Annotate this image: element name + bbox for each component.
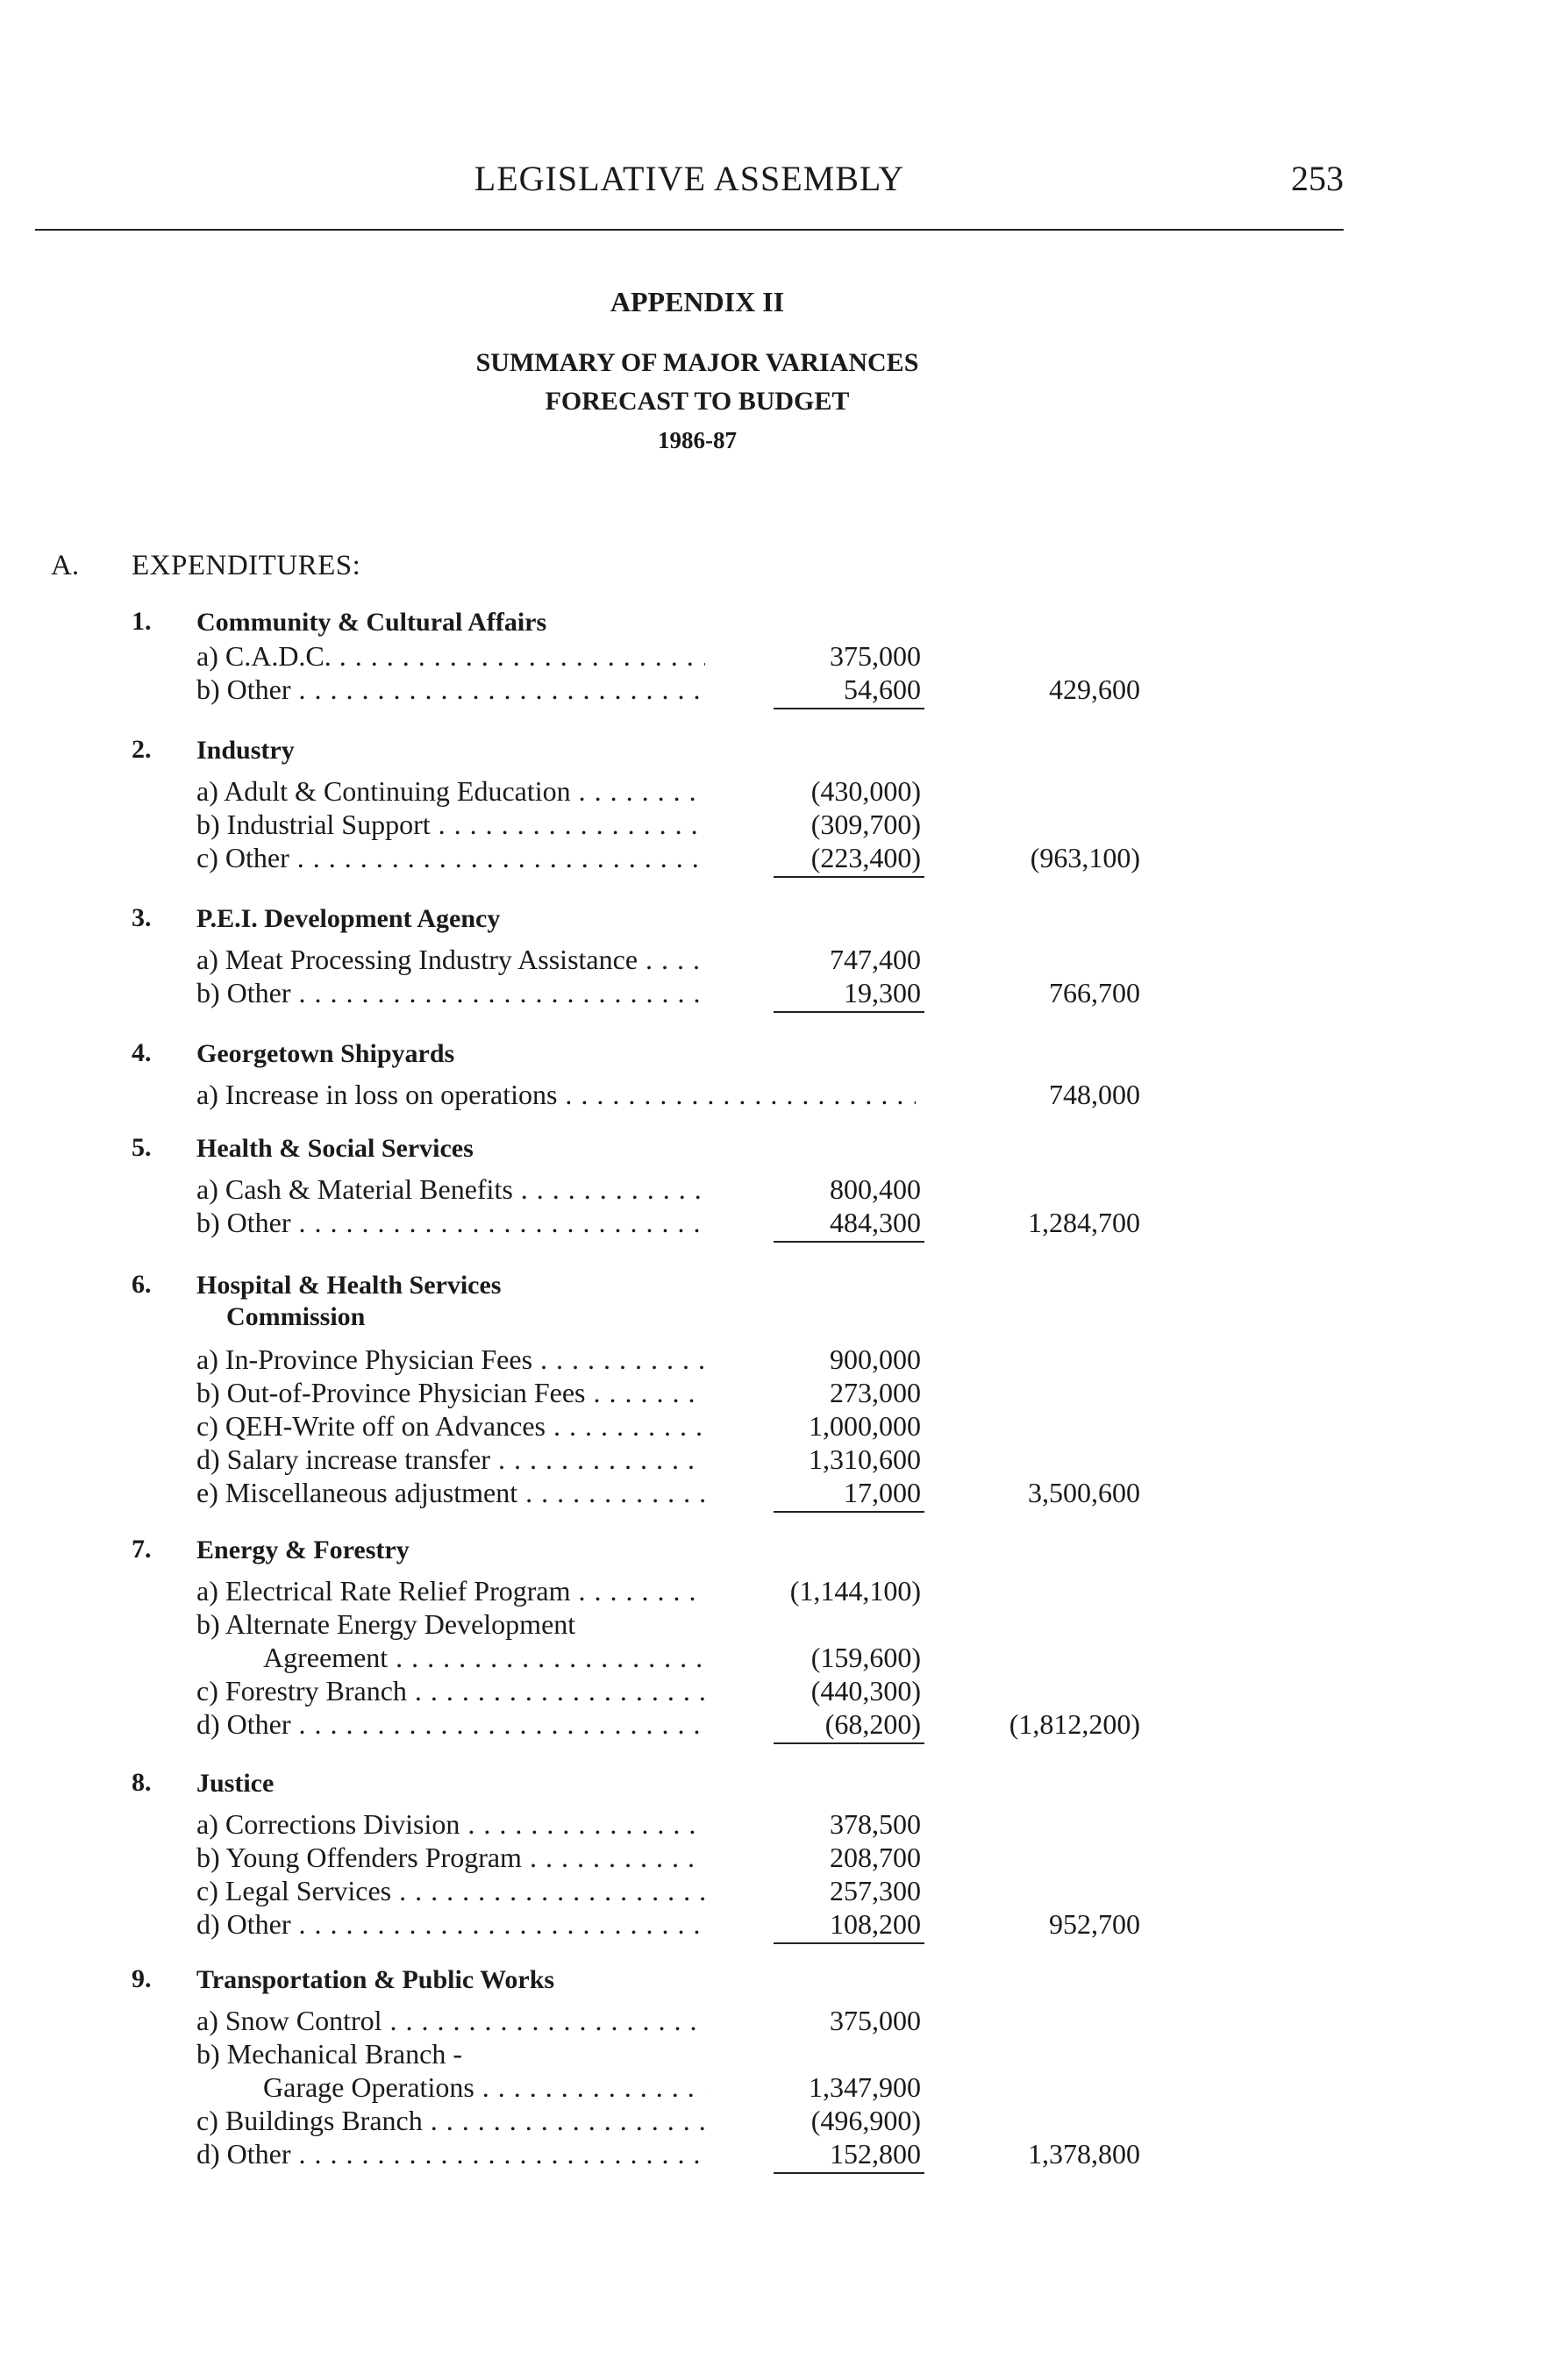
item-amount: 54,600: [844, 673, 921, 705]
line-item: [196, 1079, 924, 1112]
line-item: [196, 2105, 924, 2138]
category-total: 748,000: [1049, 1079, 1140, 1110]
category-total: 429,600: [1049, 673, 1140, 705]
page-header: [35, 158, 1344, 210]
item-amount: 747,400: [830, 944, 921, 975]
item-label: a) Adult & Continuing Education . . .: [196, 775, 705, 808]
item-amount: 257,300: [830, 1875, 921, 1906]
category-total: 1,284,700: [1028, 1207, 1140, 1238]
item-label: Agreement . . .: [263, 1642, 705, 1674]
item-amount: 108,200: [830, 1908, 921, 1940]
item-label: c) Other . . .: [196, 842, 705, 874]
line-item: [196, 977, 924, 1010]
item-amount: 17,000: [844, 1477, 921, 1508]
category-total: 3,500,600: [1028, 1477, 1140, 1508]
item-amount: (159,600): [810, 1642, 921, 1673]
category-number: 6.: [132, 1270, 152, 1299]
section-title: EXPENDITURES:: [132, 550, 361, 581]
item-amount: 375,000: [830, 640, 921, 672]
category-heading: Transportation & Public Works: [196, 1965, 555, 1994]
item-amount: 900,000: [830, 1343, 921, 1375]
category-heading: Justice: [196, 1769, 275, 1798]
item-label: d) Other . . .: [196, 1708, 705, 1741]
item-label: b) Young Offenders Program . . .: [196, 1842, 705, 1874]
line-item: [196, 809, 924, 842]
item-amount: 484,300: [830, 1207, 921, 1238]
item-label: b) Other . . .: [196, 1207, 705, 1239]
line-item: [196, 1808, 924, 1842]
item-label: b) Other . . .: [196, 977, 705, 1009]
item-amount: (68,200): [824, 1708, 921, 1740]
category-heading: Community & Cultural Affairs: [196, 608, 547, 637]
category-number: 2.: [132, 735, 152, 764]
item-amount: 375,000: [830, 2005, 921, 2036]
item-amount: (430,000): [810, 775, 921, 807]
line-item: [263, 2071, 924, 2105]
line-item: [196, 1443, 924, 1477]
category-number: 1.: [132, 607, 152, 636]
line-item: [196, 1675, 924, 1708]
line-item: [196, 1173, 924, 1207]
item-amount: (223,400): [810, 842, 921, 873]
forecast-title: FORECAST TO BUDGET: [545, 387, 850, 416]
item-label: d) Other . . .: [196, 1908, 705, 1941]
line-item: [196, 1377, 924, 1410]
line-item: [196, 1410, 924, 1443]
page-number: 253: [1291, 159, 1344, 198]
item-label: c) QEH-Write off on Advances . . .: [196, 1410, 705, 1443]
line-item: [196, 944, 924, 977]
item-amount: (309,700): [810, 809, 921, 840]
category-heading: P.E.I. Development Agency: [196, 904, 501, 933]
line-item: [196, 1477, 924, 1510]
item-label: Garage Operations . . .: [263, 2071, 705, 2104]
category-number: 4.: [132, 1038, 152, 1067]
item-label: c) Legal Services . . .: [196, 1875, 705, 1907]
item-amount: 1,310,600: [809, 1443, 921, 1475]
item-label: a) In-Province Physician Fees . . .: [196, 1343, 705, 1376]
item-amount: 378,500: [830, 1808, 921, 1840]
line-item: [196, 1908, 924, 1942]
category-heading: Health & Social Services: [196, 1134, 474, 1163]
line-item: [196, 640, 924, 673]
item-label: e) Miscellaneous adjustment . . .: [196, 1477, 705, 1509]
line-item: [196, 1608, 924, 1642]
category-heading: Industry: [196, 736, 295, 765]
item-amount: (440,300): [810, 1675, 921, 1707]
line-item: [196, 2038, 924, 2071]
appendix-title: APPENDIX II: [610, 286, 785, 317]
line-item: [196, 1842, 924, 1875]
item-label: b) Industrial Support . . .: [196, 809, 705, 841]
category-number: 5.: [132, 1133, 152, 1162]
item-label: c) Buildings Branch . . .: [196, 2105, 705, 2137]
title-block: [0, 282, 1395, 460]
header-rule: [35, 229, 1344, 231]
item-amount: (1,144,100): [789, 1575, 921, 1607]
item-label: b) Mechanical Branch -: [196, 2038, 462, 2070]
item-amount: 208,700: [830, 1842, 921, 1873]
line-item: [196, 1207, 924, 1240]
line-item: [196, 775, 924, 809]
line-item: [196, 842, 924, 875]
category-total: 952,700: [1049, 1908, 1140, 1940]
item-label: a) C.A.D.C. . . .: [196, 640, 705, 673]
item-label: a) Cash & Material Benefits . . .: [196, 1173, 705, 1206]
item-label: b) Out-of-Province Physician Fees . . .: [196, 1377, 705, 1409]
line-item: [196, 1875, 924, 1908]
line-item: [263, 1642, 924, 1675]
category-number: 8.: [132, 1768, 152, 1797]
item-label: a) Increase in loss on operations . . .: [196, 1079, 916, 1111]
summary-title: SUMMARY OF MAJOR VARIANCES: [475, 348, 919, 377]
line-item: [196, 2005, 924, 2038]
item-amount: 1,347,900: [809, 2071, 921, 2103]
category-number: 3.: [132, 903, 152, 932]
item-label: d) Salary increase transfer . . .: [196, 1443, 705, 1476]
item-label: a) Snow Control . . .: [196, 2005, 705, 2037]
category-number: 9.: [132, 1964, 152, 1993]
item-label: c) Forestry Branch . . .: [196, 1675, 705, 1707]
category-heading: Georgetown Shipyards: [196, 1039, 455, 1068]
item-label: a) Corrections Division . . .: [196, 1808, 705, 1841]
category-total: (963,100): [1030, 842, 1140, 873]
item-amount: 800,400: [830, 1173, 921, 1205]
item-amount: (496,900): [810, 2105, 921, 2136]
category-total: 766,700: [1049, 977, 1140, 1008]
section-letter: A.: [51, 550, 80, 581]
item-label: b) Alternate Energy Development: [196, 1608, 576, 1640]
fiscal-year: 1986-87: [658, 427, 737, 453]
line-item: [196, 673, 924, 707]
category-number: 7.: [132, 1535, 152, 1564]
line-item: [196, 1575, 924, 1608]
item-label: b) Other . . .: [196, 673, 705, 706]
item-amount: 152,800: [830, 2138, 921, 2170]
item-amount: 273,000: [830, 1377, 921, 1408]
category-heading: Energy & Forestry: [196, 1536, 410, 1564]
running-title: LEGISLATIVE ASSEMBLY: [474, 159, 905, 198]
category-total: (1,812,200): [1009, 1708, 1140, 1740]
item-amount: 19,300: [844, 977, 921, 1008]
item-label: a) Electrical Rate Relief Program . . .: [196, 1575, 705, 1607]
line-item: [196, 1343, 924, 1377]
item-label: a) Meat Processing Industry Assistance . . .: [196, 944, 705, 976]
item-label: d) Other . . .: [196, 2138, 705, 2170]
category-total: 1,378,800: [1028, 2138, 1140, 2170]
item-amount: 1,000,000: [809, 1410, 921, 1442]
category-heading-continued: Commission: [226, 1302, 366, 1331]
category-heading: Hospital & Health Services: [196, 1271, 502, 1300]
line-item: [196, 2138, 924, 2171]
section-heading: [51, 550, 402, 588]
line-item: [196, 1708, 924, 1742]
